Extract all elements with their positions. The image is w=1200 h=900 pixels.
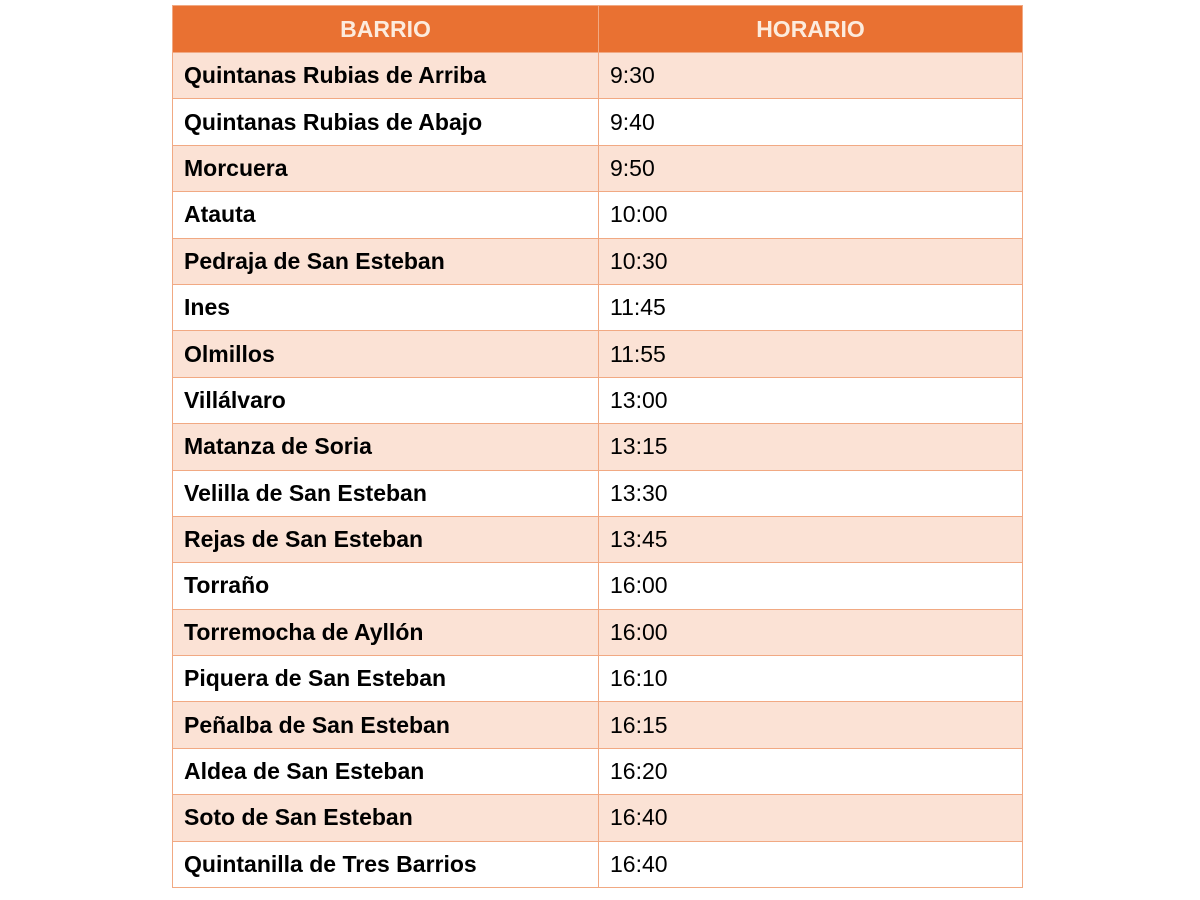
barrio-cell: Soto de San Esteban bbox=[173, 795, 599, 841]
table-row bbox=[173, 192, 1023, 238]
horario-cell: 16:40 bbox=[599, 795, 1023, 841]
table-row bbox=[173, 424, 1023, 470]
barrio-cell: Matanza de Soria bbox=[173, 424, 599, 470]
header-row bbox=[173, 6, 1023, 53]
horario-cell: 9:30 bbox=[599, 53, 1023, 99]
table-row bbox=[173, 99, 1023, 145]
table-row bbox=[173, 470, 1023, 516]
barrio-cell: Torraño bbox=[173, 563, 599, 609]
barrio-cell: Olmillos bbox=[173, 331, 599, 377]
table-row bbox=[173, 656, 1023, 702]
table-row bbox=[173, 53, 1023, 99]
horario-cell: 13:15 bbox=[599, 424, 1023, 470]
horario-cell: 9:50 bbox=[599, 145, 1023, 191]
header-barrio: BARRIO bbox=[173, 6, 599, 53]
horario-cell: 16:20 bbox=[599, 748, 1023, 794]
barrio-cell: Quintanas Rubias de Abajo bbox=[173, 99, 599, 145]
barrio-cell: Morcuera bbox=[173, 145, 599, 191]
horario-cell: 13:00 bbox=[599, 377, 1023, 423]
barrio-cell: Piquera de San Esteban bbox=[173, 656, 599, 702]
horario-cell: 16:10 bbox=[599, 656, 1023, 702]
table-row bbox=[173, 284, 1023, 330]
table-row bbox=[173, 795, 1023, 841]
barrio-cell: Rejas de San Esteban bbox=[173, 516, 599, 562]
barrio-cell: Villálvaro bbox=[173, 377, 599, 423]
horario-cell: 16:15 bbox=[599, 702, 1023, 748]
schedule-table bbox=[172, 5, 1023, 888]
barrio-cell: Torremocha de Ayllón bbox=[173, 609, 599, 655]
table-row bbox=[173, 331, 1023, 377]
table-row bbox=[173, 702, 1023, 748]
table-row bbox=[173, 748, 1023, 794]
table-row bbox=[173, 238, 1023, 284]
table-row bbox=[173, 563, 1023, 609]
table-row bbox=[173, 841, 1023, 887]
header-horario: HORARIO bbox=[599, 6, 1023, 53]
table-row bbox=[173, 516, 1023, 562]
horario-cell: 16:00 bbox=[599, 563, 1023, 609]
barrio-cell: Ines bbox=[173, 284, 599, 330]
barrio-cell: Pedraja de San Esteban bbox=[173, 238, 599, 284]
barrio-cell: Quintanilla de Tres Barrios bbox=[173, 841, 599, 887]
barrio-cell: Atauta bbox=[173, 192, 599, 238]
horario-cell: 16:40 bbox=[599, 841, 1023, 887]
table-row bbox=[173, 609, 1023, 655]
horario-cell: 10:30 bbox=[599, 238, 1023, 284]
horario-cell: 9:40 bbox=[599, 99, 1023, 145]
barrio-cell: Quintanas Rubias de Arriba bbox=[173, 53, 599, 99]
barrio-cell: Peñalba de San Esteban bbox=[173, 702, 599, 748]
horario-cell: 10:00 bbox=[599, 192, 1023, 238]
horario-cell: 16:00 bbox=[599, 609, 1023, 655]
horario-cell: 11:45 bbox=[599, 284, 1023, 330]
horario-cell: 13:30 bbox=[599, 470, 1023, 516]
barrio-cell: Velilla de San Esteban bbox=[173, 470, 599, 516]
table-row bbox=[173, 145, 1023, 191]
horario-cell: 13:45 bbox=[599, 516, 1023, 562]
barrio-cell: Aldea de San Esteban bbox=[173, 748, 599, 794]
table-row bbox=[173, 377, 1023, 423]
horario-cell: 11:55 bbox=[599, 331, 1023, 377]
